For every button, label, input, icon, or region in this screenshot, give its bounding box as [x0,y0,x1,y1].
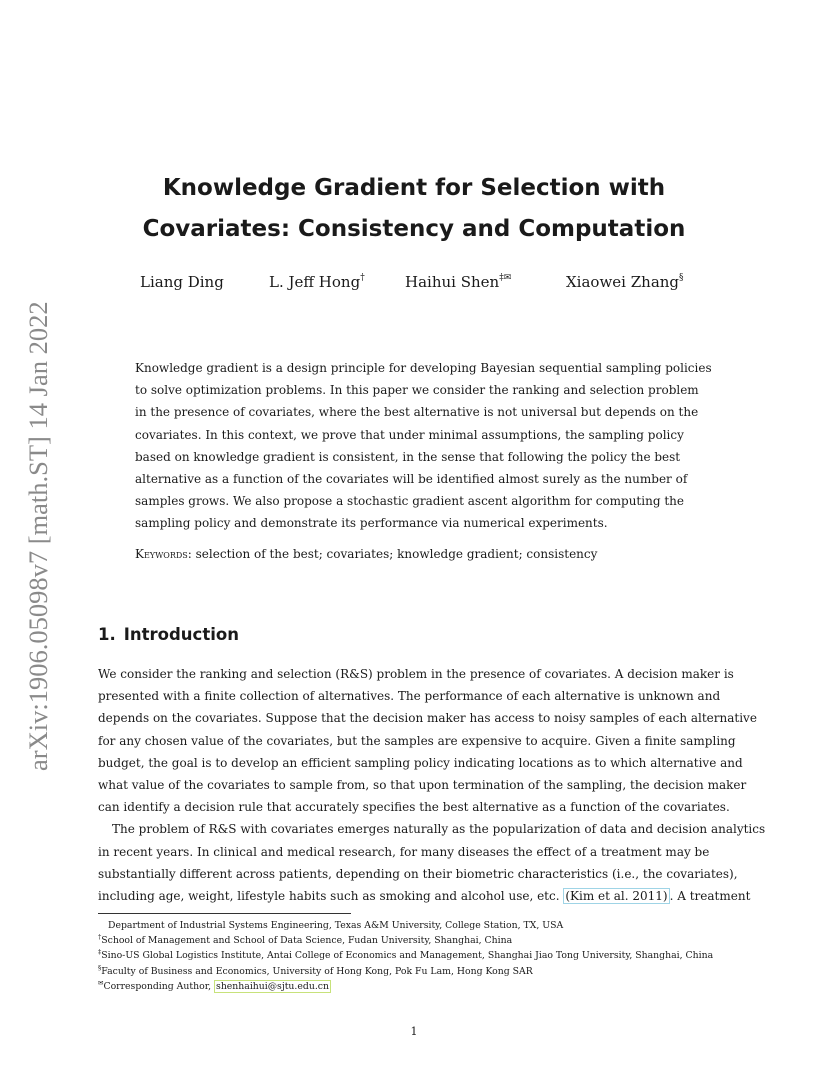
body-line: in recent years. In clinical and medical research, for many diseases the effect of a treatment may be [98,844,710,859]
footnote-corresponding-author [98,979,738,994]
footnote-text: Sino-US Global Logistics Institute, Antai College of Economics and Management, Shanghai Jiao Tong University, Shanghai, China [101,950,714,962]
footnote-mark: † [98,933,102,942]
author-affiliation-mark: ‡✉ [499,273,512,283]
citation-link-kim-2011[interactable]: (Kim et al. 2011) [565,889,668,904]
footnote-affiliation-shen [98,948,738,963]
section-number: 1. [98,625,116,644]
abstract-line: to solve optimization problems. In this paper we consider the ranking and selection problem [135,383,699,398]
envelope-icon: ✉ [98,978,104,987]
abstract-line: sampling policy and demonstrate its performance via numerical experiments. [135,516,608,531]
footnote-text: Faculty of Business and Economics, University of Hong Kong, Pok Fu Lam, Hong Kong SAR [101,965,533,977]
abstract-line: based on knowledge gradient is consistent, in the sense that following the policy the best [135,449,681,464]
footnote-divider [98,913,351,914]
abstract-line: covariates. In this context, we prove that under minimal assumptions, the sampling policy [135,427,684,442]
keywords-text: selection of the best; covariates; knowledge gradient; consistency [191,547,598,561]
body-text-fragment: . A treatment [669,889,751,904]
body-line: We consider the ranking and selection (R&S) problem in the presence of covariates. A decision maker is [98,667,734,681]
body-line: can identify a decision rule that accurately specifies the best alternative as a function of the covariates. [98,800,730,815]
section-title: Introduction [123,625,239,644]
body-line: budget, the goal is to develop an efficient sampling policy indicating locations as to which alternative and [98,755,743,770]
abstract [135,357,712,535]
title-line-2: Covariates: Consistency and Computation [142,216,686,242]
author-xiaowei-zhang [566,270,684,294]
arxiv-identifier-stamp: arXiv:1906.05098v7 [math.ST] 14 Jan 2022 [23,301,53,771]
author-name: Haihui Shen [405,273,500,291]
footnotes [98,918,738,994]
author-haihui-shen [405,270,511,294]
body-line: substantially different across patients, depending on their biometric characteristics (i.e., the covariates), [98,866,738,881]
footnote-text: School of Management and School of Data Science, Fudan University, Shanghai, China [101,935,513,947]
paper-title [100,168,728,250]
abstract-line: Knowledge gradient is a design principle for developing Bayesian sequential sampling policies [135,361,712,375]
body-line: presented with a finite collection of alternatives. The performance of each alternative is unknown and [98,689,721,704]
author-jeff-hong [269,270,365,294]
introduction-body [98,663,766,907]
footnote-affiliation-hong [98,933,738,948]
footnote-text: Corresponding Author, [103,980,215,992]
body-line: for any chosen value of the covariates, but the samples are expensive to acquire. Given a finite sampling [98,733,736,748]
author-affiliation-mark: § [679,273,684,283]
abstract-line: samples grows. We also propose a stochastic gradient ascent algorithm for computing the [135,494,684,509]
author-affiliation-mark: † [360,273,365,283]
body-line: depends on the covariates. Suppose that the decision maker has access to noisy samples of each alternative [98,711,757,726]
footnote-mark: § [98,963,102,972]
section-heading-introduction [98,622,239,648]
page-number: 1 [410,1025,418,1038]
author-name: Xiaowei Zhang [566,273,680,291]
body-line: what value of the covariates to sample from, so that upon termination of the sampling, the decision maker [98,778,747,793]
body-text-fragment: including age, weight, lifestyle habits such as smoking and alcohol use, etc. [98,889,564,904]
author-name: Liang Ding [140,273,224,291]
body-line-with-citation [98,885,751,907]
body-line: The problem of R&S with covariates emerges naturally as the popularization of data and decision analytics [112,822,766,837]
keywords [135,543,597,565]
title-line-1: Knowledge Gradient for Selection with [162,175,666,201]
abstract-line: alternative as a function of the covariates will be identified almost surely as the number of [135,472,688,487]
footnote-affiliation-zhang [98,964,738,979]
abstract-line: in the presence of covariates, where the best alternative is not universal but depends on the [135,405,699,420]
footnote-affiliation-ding: Department of Industrial Systems Engineering, Texas A&M University, College Station, TX, USA [108,920,564,931]
author-liang-ding [140,270,224,294]
keywords-label: Keywords: [135,547,192,561]
author-name: L. Jeff Hong [269,273,361,291]
footnote-mark: ‡ [98,948,102,957]
email-link[interactable]: shenhaihui@sjtu.edu.cn [216,980,329,992]
